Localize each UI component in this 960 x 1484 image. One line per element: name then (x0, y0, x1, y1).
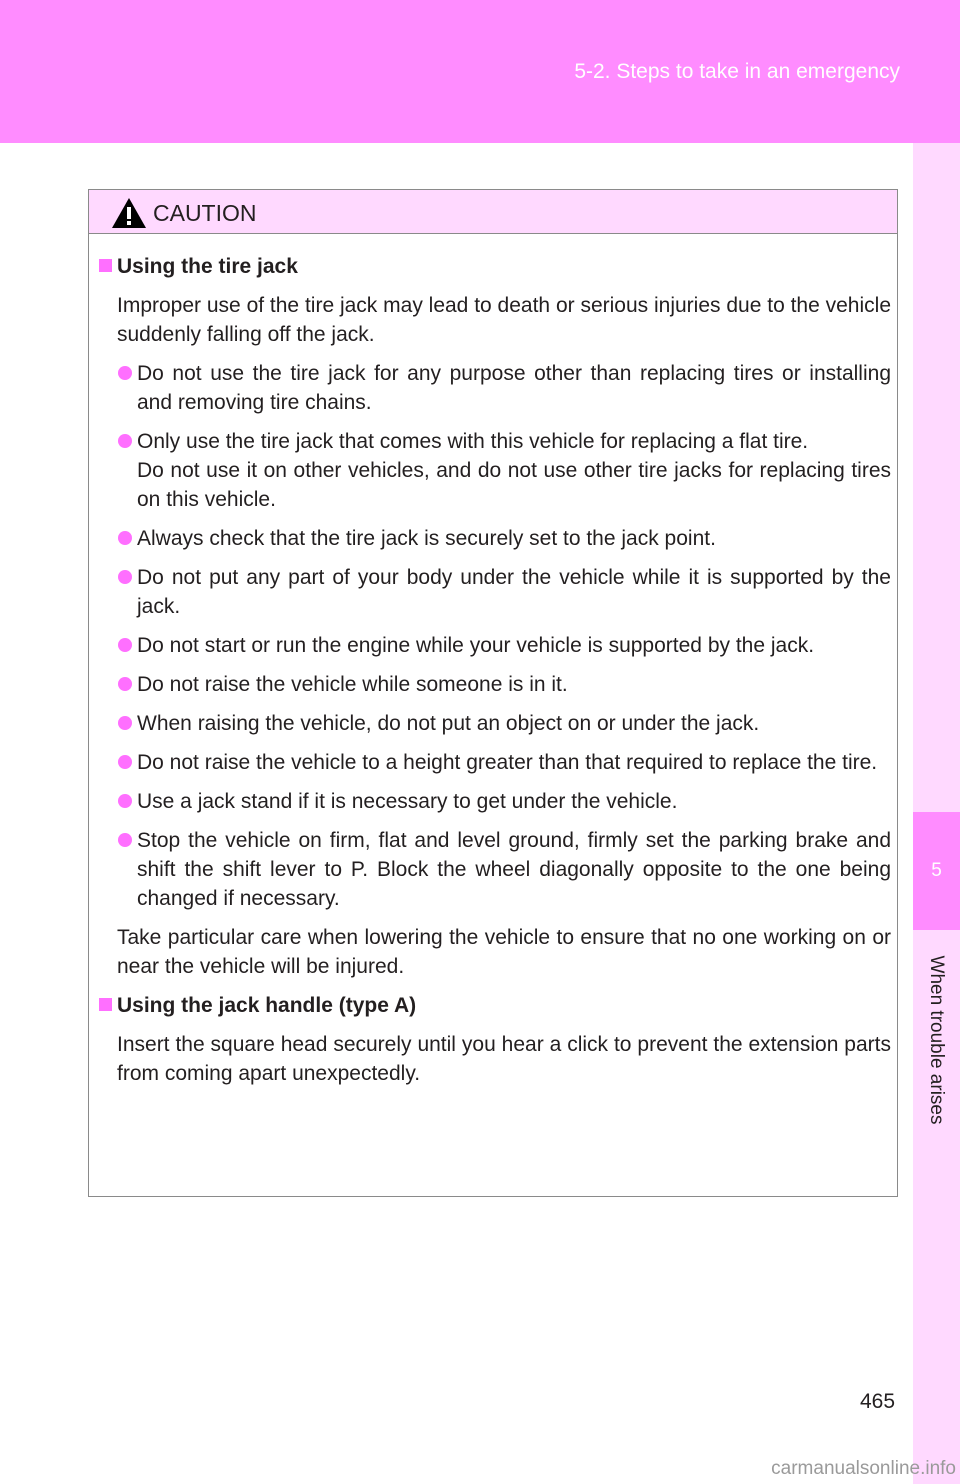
chapter-label: When trouble arises (926, 955, 947, 1125)
square-bullet-icon (99, 998, 112, 1011)
round-bullet-icon (118, 677, 132, 691)
list-item (97, 748, 891, 777)
list-item-text: Do not raise the vehicle while someone is in it. (137, 673, 568, 696)
round-bullet-icon (118, 716, 132, 730)
caution-header (89, 190, 897, 234)
caution-label: CAUTION (153, 200, 257, 226)
list-item-text: Do not use the tire jack for any purpose other than replacing tires or installing and removing tire chains. (137, 362, 891, 414)
caution-box (88, 189, 898, 1197)
list-item (97, 670, 891, 699)
page-number: 465 (860, 1390, 896, 1413)
list-item (97, 359, 891, 417)
section-heading-text: Using the jack handle (type A) (117, 994, 417, 1017)
page-header (0, 0, 960, 143)
section-heading-text: Using the tire jack (117, 255, 298, 278)
section-intro: Insert the square head securely until you hear a click to prevent the extension parts from coming apart unexpectedly. (117, 1033, 891, 1085)
round-bullet-icon (118, 638, 132, 652)
list-item-subtext: Do not use it on other vehicles, and do not use other tire jacks for replacing tires on this vehicle. (137, 459, 891, 511)
list-item (97, 787, 891, 816)
list-item (97, 826, 891, 913)
list-item-text: Do not raise the vehicle to a height greater than that required to replace the tire. (137, 751, 878, 774)
section-intro: Improper use of the tire jack may lead to death or serious injuries due to the vehicle suddenly falling off the jack. (117, 294, 891, 346)
section-title: 5-2. Steps to take in an emergency (574, 60, 900, 83)
list-item-text: Do not start or run the engine while your vehicle is supported by the jack. (137, 634, 815, 657)
watermark: carmanualsonline.info (771, 1458, 956, 1479)
round-bullet-icon (118, 570, 132, 584)
chapter-number: 5 (931, 860, 942, 881)
list-item (97, 709, 891, 738)
list-item-text: Use a jack stand if it is necessary to get under the vehicle. (137, 790, 678, 813)
list-item (97, 563, 891, 621)
round-bullet-icon (118, 434, 132, 448)
list-item (97, 427, 891, 514)
round-bullet-icon (118, 755, 132, 769)
list-item (97, 631, 891, 660)
list-item-text: Only use the tire jack that comes with this vehicle for replacing a flat tire. (137, 430, 809, 453)
chapter-tab (913, 812, 960, 930)
round-bullet-icon (118, 833, 132, 847)
section-heading (97, 252, 891, 281)
caution-content (97, 252, 891, 1098)
list-item-text: When raising the vehicle, do not put an object on or under the jack. (137, 712, 760, 735)
warning-triangle-icon (111, 197, 147, 229)
round-bullet-icon (118, 531, 132, 545)
list-item-text: Always check that the tire jack is securely set to the jack point. (137, 527, 716, 550)
square-bullet-icon (99, 259, 112, 272)
list-item-text: Do not put any part of your body under the vehicle while it is supported by the jack. (137, 566, 891, 618)
list-item-text: Stop the vehicle on firm, flat and level ground, firmly set the parking brake and shift the shift lever to P. Block the wheel diagonally opposite to the one being changed if necessary. (137, 829, 891, 910)
section-outro: Take particular care when lowering the vehicle to ensure that no one working on or near the vehicle will be injured. (117, 926, 891, 978)
round-bullet-icon (118, 794, 132, 808)
section-heading (97, 991, 891, 1020)
list-item (97, 524, 891, 553)
round-bullet-icon (118, 366, 132, 380)
